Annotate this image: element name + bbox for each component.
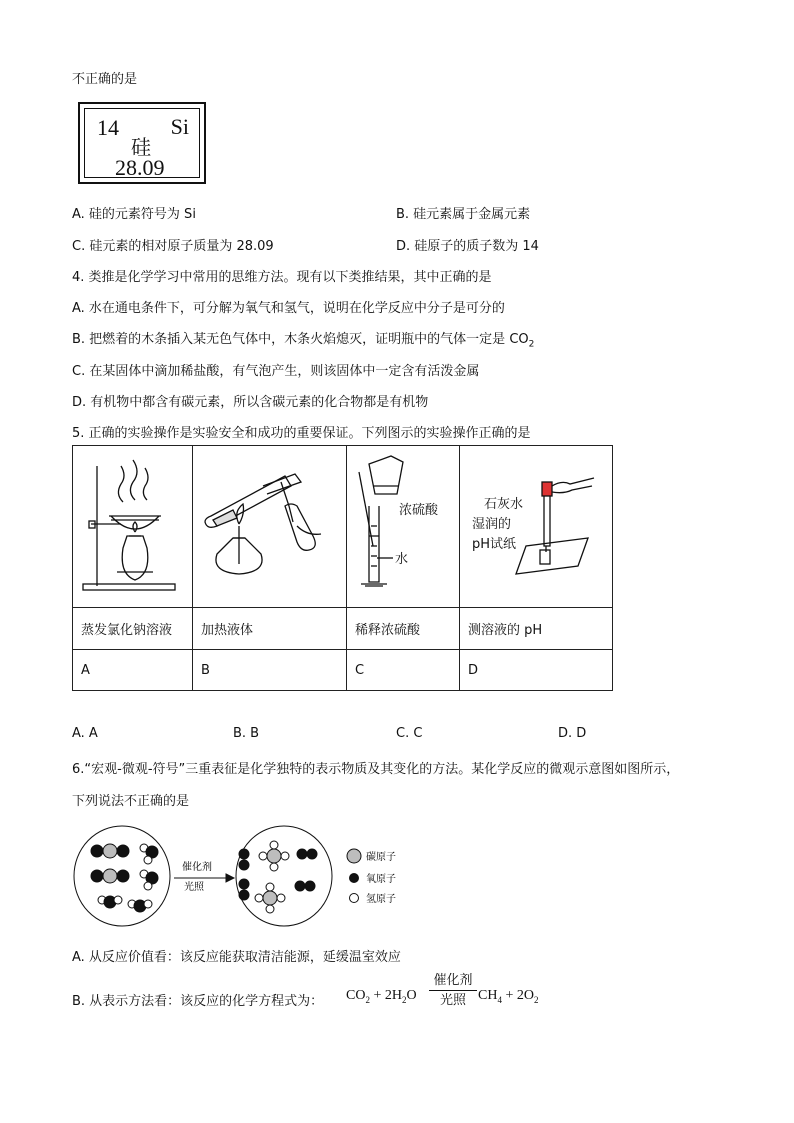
op-name-a: 蒸发氯化钠溶液	[73, 608, 193, 650]
q6-option-b: B. 从表示方法看：该反应的化学方程式为：	[72, 994, 324, 1009]
op-letter-c: C	[347, 650, 460, 691]
ph-test-figure	[460, 446, 612, 603]
equation-line	[429, 990, 477, 991]
op-name-d: 测溶液的 pH	[460, 608, 613, 650]
atomic-number: 14	[97, 115, 119, 140]
q4-option-a: A. 水在通电条件下，可分解为氧气和氢气，说明在化学反应中分子是可分的	[72, 301, 505, 316]
question-4-stem: 4. 类推是化学学习中常用的思维方法。现有以下类推结果，其中正确的是	[72, 270, 492, 285]
op-letter-d: D	[460, 650, 613, 691]
lab-operations-table	[72, 445, 613, 691]
figure-d-cell	[460, 446, 613, 608]
q4-option-b: B. 把燃着的木条插入某无色气体中，木条火焰熄灭，证明瓶中的气体一定是 $CO_2$	[72, 332, 535, 350]
dilution-figure	[347, 446, 459, 603]
element-card	[78, 102, 206, 184]
element-symbol: Si	[170, 114, 189, 139]
question-3-tail: 不正确的是	[72, 72, 138, 87]
arrow-condition-top: 催化剂	[182, 862, 212, 873]
element-name: 硅	[131, 135, 151, 159]
question-5-stem: 5. 正确的实验操作是实验安全和成功的重要保证。下列图示的实验操作正确的是	[72, 426, 531, 441]
op-name-c: 稀释浓硫酸	[347, 608, 460, 650]
atomic-mass: 28.09	[115, 155, 165, 180]
equation-condition	[429, 972, 477, 1009]
equation-catalyst: 催化剂	[433, 973, 473, 988]
equation-reactants: $CO_2 + 2H_2O$	[346, 988, 417, 1005]
evaporation-figure	[73, 446, 192, 603]
q5-option-b: B. B	[233, 726, 260, 741]
label-concentrated-acid: 浓硫酸	[399, 503, 439, 518]
q5-option-a: A. A	[72, 726, 98, 741]
q3-option-c: C. 硅元素的相对原子质量为 28.09	[72, 239, 274, 254]
q4-option-c: C. 在某固体中滴加稀盐酸，有气泡产生，则该固体中一定含有活泼金属	[72, 364, 480, 379]
q6-option-a: A. 从反应价值看：该反应能获取清洁能源，延缓温室效应	[72, 950, 401, 965]
equation-light: 光照	[439, 993, 466, 1008]
figure-c-cell	[347, 446, 460, 608]
op-name-b: 加热液体	[193, 608, 347, 650]
figure-a-cell	[73, 446, 193, 608]
arrow-condition-bottom: 光照	[184, 882, 204, 893]
label-moist: 湿润的	[472, 517, 512, 532]
q3-option-b: B. 硅元素属于金属元素	[396, 207, 531, 222]
label-limewater: 石灰水	[484, 497, 524, 512]
q3-option-d: D. 硅原子的质子数为 14	[396, 239, 539, 254]
figure-b-cell	[193, 446, 347, 608]
label-water: 水	[395, 552, 409, 567]
q5-option-c: C. C	[396, 726, 423, 741]
question-6-stem-line2: 下列说法不正确的是	[72, 794, 190, 809]
equation-products: $CH_4 + 2O_2$	[478, 988, 539, 1005]
legend-hydrogen: 氢原子	[366, 894, 396, 905]
reaction-micro-diagram	[70, 822, 430, 932]
question-6-stem-line1: 6.“宏观-微观-符号”三重表征是化学独特的表示物质及其变化的方法。某化学反应的微观示意图如图所示，	[72, 762, 680, 777]
q3-option-a: A. 硅的元素符号为 Si	[72, 207, 196, 222]
op-letter-b: B	[193, 650, 347, 691]
op-letter-a: A	[73, 650, 193, 691]
legend-carbon: 碳原子	[366, 852, 396, 863]
heating-liquid-figure	[193, 446, 346, 603]
label-ph-paper: pH试纸	[472, 537, 517, 552]
legend-oxygen: 氧原子	[366, 874, 396, 885]
q4-option-d: D. 有机物中都含有碳元素，所以含碳元素的化合物都是有机物	[72, 395, 429, 410]
q5-option-d: D. D	[558, 726, 587, 741]
